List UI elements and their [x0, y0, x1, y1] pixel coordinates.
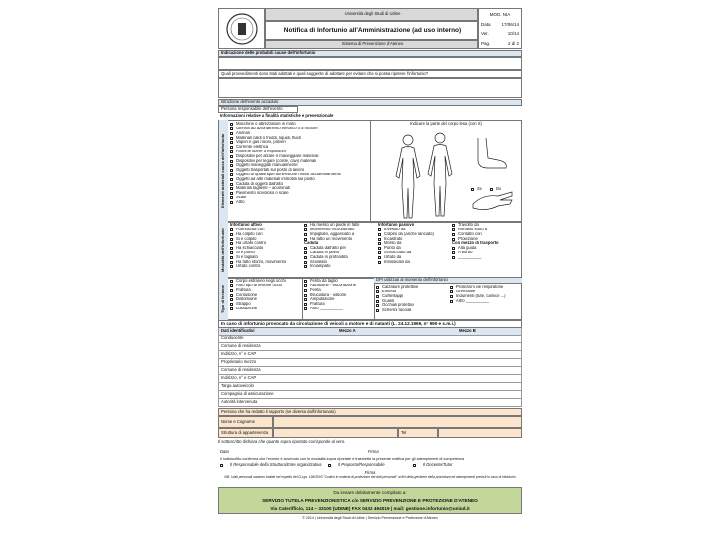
signature-label-2: Firma — [364, 470, 376, 475]
option-label: Scale — [236, 195, 247, 200]
checkbox-icon[interactable] — [452, 247, 455, 250]
option-label: Inciampato — [310, 264, 331, 269]
option-label: __________ — [458, 255, 482, 260]
vehicle-table-row[interactable] — [218, 343, 522, 351]
option-label: Urtato da — [384, 255, 402, 260]
option-label: Pavimento scivoloso o scale — [236, 190, 289, 195]
checkbox-icon[interactable] — [230, 123, 233, 126]
option-label: Indumenti (tute, camice ...) — [456, 294, 506, 299]
reporter-tel-field[interactable] — [438, 428, 522, 438]
checkbox-icon[interactable] — [304, 284, 307, 287]
checkbox-icon[interactable] — [230, 265, 233, 268]
option-label: Oggetti di qualunque dimensione mossi accidentalmente — [236, 172, 341, 177]
checkbox-icon[interactable] — [230, 164, 233, 167]
checkbox-icon[interactable] — [490, 188, 493, 191]
system-name: Sistema di Prevenzione d'Ateneo — [265, 40, 478, 49]
row-label: Comune di residenza — [221, 367, 261, 373]
checkbox-icon[interactable] — [452, 228, 455, 231]
injury-type-label: Tipo di lesione — [218, 278, 228, 320]
option-label: Ha schiacciato — [236, 245, 264, 250]
checkbox-icon[interactable] — [230, 141, 233, 144]
confirmation-text: Il sottoscritto conferma che l'evento è avvenuto con le modalità sopra riportate e trasmette la presente notifica per gli adempimenti di competenza — [220, 457, 465, 461]
option-label: Abrasione - escoriazione — [310, 283, 357, 288]
checkbox-icon[interactable] — [230, 127, 233, 130]
checkbox-icon[interactable] — [230, 178, 233, 181]
option-label: Schermi facciali — [382, 307, 412, 312]
send-intro: Da inviare debitamente compilato a: — [333, 490, 407, 495]
option-label: Strappo — [236, 301, 251, 306]
accident-mode-option-list — [378, 223, 450, 264]
option-label: Materiali taglienti – acuminati — [236, 186, 290, 191]
info-heading: Informazioni relative a finalità statistiche e prevenzionale — [220, 113, 334, 118]
material-elements-label: Elementi materiali causa dell'infortunio — [218, 120, 228, 222]
checkbox-icon[interactable] — [230, 247, 233, 250]
checkbox-icon[interactable] — [304, 224, 307, 227]
option-label: Calzature protettive — [382, 285, 419, 289]
declaration-text: Il sottoscritto dichiara che quanto sopra riportato corrisponde al vero. — [218, 439, 346, 444]
checkbox-icon[interactable] — [378, 233, 381, 236]
option-label: Fuoriuscita con — [236, 227, 265, 232]
foot-icon — [478, 138, 506, 168]
page-value: 2 di 2 — [507, 40, 519, 46]
checkbox-icon[interactable] — [378, 256, 381, 259]
option-label: Si è punto — [236, 250, 255, 255]
accident-mode-option-list — [304, 223, 376, 269]
option-label: Ha messo un piede in fallo — [310, 223, 360, 227]
reporter-heading: Persona che ha redatto il rapporto (se diversa dall'infortunato) — [218, 408, 522, 416]
checkbox-icon[interactable] — [304, 261, 307, 264]
checkbox-icon[interactable] — [378, 238, 381, 241]
checkbox-icon[interactable] — [413, 464, 416, 467]
option-label: Caduta — [304, 241, 319, 246]
reporter-structure-label: Struttura di appartenenza — [218, 428, 273, 438]
checkbox-icon[interactable] — [450, 300, 453, 303]
measures-question: Quali provvedimenti sono stati adottati e quali suggerite di adottare per evitare che si possa ripetere l'infortunio? — [218, 70, 522, 78]
option-label: Ha fatto un movimento — [310, 236, 353, 241]
checkbox-icon[interactable] — [230, 284, 233, 287]
body-front-icon — [396, 135, 420, 218]
checkbox-icon[interactable] — [376, 295, 379, 298]
checkbox-icon[interactable] — [304, 289, 307, 292]
option-label: Rimasto sotto a — [458, 227, 488, 232]
body-diagram-title: Indicare la parte del corpo lesa (con X) — [410, 121, 482, 126]
role-option[interactable] — [413, 463, 452, 468]
version-value: 10/14 — [507, 31, 519, 36]
accident-mode-option[interactable] — [230, 264, 302, 269]
role-option-label: Il Docente/Tutor — [423, 462, 453, 467]
row-label: Conducente — [221, 335, 244, 341]
checkbox-icon[interactable] — [230, 169, 233, 172]
option-label: A bordo — [458, 250, 473, 255]
injury-type-option-list — [304, 279, 372, 311]
checkbox-icon[interactable] — [230, 294, 233, 297]
checkbox-icon[interactable] — [471, 188, 474, 191]
checkbox-icon[interactable] — [230, 132, 233, 135]
date-label: Data — [481, 21, 491, 27]
responsible-person-field[interactable]: Persona responsabile dell'evento — [218, 106, 298, 113]
page-label: Pag. — [481, 40, 491, 46]
checkbox-icon[interactable] — [230, 196, 233, 199]
vehicle-table-row[interactable] — [218, 335, 522, 343]
date-value: 17/06/14 — [501, 21, 519, 27]
vehicles-heading: In caso di infortunio provocato da circolazione di veicoli a motore e di natanti (L. 24.12.1969, n° 990 e s.m.i.) — [218, 320, 522, 328]
checkbox-icon[interactable] — [376, 290, 379, 293]
injury-type-option[interactable] — [304, 307, 372, 312]
accident-mode-label: Modalità dell'infortunio — [218, 222, 228, 278]
option-label: Movimento incoordinato — [310, 227, 355, 232]
event-heading: Istruzione dell'evento accaduto — [218, 99, 522, 106]
vehicle-table-row[interactable] — [218, 375, 522, 383]
option-label: Caduta in profondità — [310, 255, 348, 260]
role-option-label: Il Responsabile della Struttura/Ente organizzativa — [230, 462, 322, 467]
option-label: Infortunio attivo — [230, 223, 262, 227]
role-option[interactable] — [328, 463, 385, 468]
checkbox-icon[interactable] — [230, 155, 233, 158]
option-label: Ha urtato contro — [236, 241, 267, 246]
service-address[interactable]: Via Caterifficio, 114 – 33100 (UDINE) FAX 0432 494019 | mail: gestione.infortunio@uniud.it — [270, 506, 470, 511]
checkbox-icon[interactable] — [230, 187, 233, 190]
checkbox-icon[interactable] — [304, 233, 307, 236]
option-label: Fiamme libere o esplosioni — [236, 149, 286, 154]
option-label: Cuffie/tappi — [382, 294, 404, 299]
option-label: Altro __________ — [310, 306, 344, 311]
side-left-checkbox[interactable] — [471, 187, 482, 192]
option-label: Amputazione — [310, 297, 335, 302]
row-label: Proprietario mezzo — [221, 359, 257, 365]
send-to-box — [218, 487, 522, 514]
causes-field[interactable] — [218, 57, 522, 70]
checkbox-icon[interactable] — [230, 160, 233, 163]
option-label: Investito da — [384, 227, 406, 232]
page-title: Notifica di Infortunio all'Amministrazione (ad uso interno) — [265, 21, 478, 40]
checkbox-icon[interactable] — [378, 261, 381, 264]
option-label: Protezioni vie respiratorie — [456, 285, 504, 289]
checkbox-icon[interactable] — [376, 300, 379, 303]
body-back-icon — [428, 133, 452, 216]
injury-type-option[interactable] — [230, 307, 300, 312]
option-label: Vapori e gas nocivi, polveri — [236, 140, 286, 145]
checkbox-icon[interactable] — [230, 150, 233, 153]
checkbox-icon[interactable] — [304, 251, 307, 254]
option-label: Incastrato — [384, 236, 403, 241]
checkbox-icon[interactable] — [452, 256, 455, 259]
option-label: Animali — [236, 131, 250, 136]
checkbox-icon[interactable] — [452, 251, 455, 254]
row-label: Indirizzo, n° e CAP — [221, 351, 257, 357]
checkbox-icon[interactable] — [230, 303, 233, 306]
option-label: Ferita da taglio — [310, 279, 338, 283]
vehicle-table-row[interactable] — [218, 399, 522, 407]
checkbox-icon[interactable] — [230, 137, 233, 140]
checkbox-icon[interactable] — [230, 173, 233, 176]
option-label: Morso da — [384, 241, 402, 246]
option-label: Altro — [236, 200, 245, 204]
checkbox-icon[interactable] — [230, 183, 233, 186]
checkbox-icon[interactable] — [304, 256, 307, 259]
hand-icon — [473, 192, 512, 210]
measures-field[interactable] — [218, 78, 522, 98]
checkbox-icon[interactable] — [230, 228, 233, 231]
row-label: Targa autoveicolo — [221, 383, 254, 389]
checkbox-icon[interactable] — [450, 295, 453, 298]
option-label: Scivolato — [310, 259, 327, 264]
option-label: Distorsione — [236, 297, 257, 302]
checkbox-icon[interactable] — [304, 247, 307, 250]
column-header: Mezzo A — [339, 328, 356, 334]
option-label: Utensili ad azionamento elettrico o a motore — [236, 126, 318, 131]
checkbox-icon[interactable] — [304, 294, 307, 297]
checkbox-icon[interactable] — [230, 242, 233, 245]
logo-cell — [218, 8, 265, 49]
option-label: Bruciatura - ustione — [310, 292, 347, 297]
option-label: Caduta in piano — [310, 250, 340, 255]
checkbox-icon[interactable] — [304, 238, 307, 241]
mod-code: MOD. NIA — [489, 12, 511, 17]
option-label: Proiezione — [458, 236, 478, 241]
material-element-option[interactable] — [230, 200, 368, 205]
option-label: Ha colpito con — [236, 232, 263, 237]
signature-label: Firma — [368, 449, 379, 454]
accident-mode-option-list — [452, 223, 520, 260]
option-label: Corrente elettrica — [236, 144, 269, 149]
option-label: Oggetti trasportati sul posto di lavoro — [236, 167, 305, 172]
checkbox-icon[interactable] — [376, 309, 379, 312]
ppe-option[interactable] — [376, 308, 448, 313]
option-label: Schiacciato da — [384, 250, 412, 255]
side-right-label: Dx — [496, 186, 502, 191]
accident-mode-option-list — [230, 223, 302, 269]
checkbox-icon[interactable] — [230, 256, 233, 259]
checkbox-icon[interactable] — [230, 238, 233, 241]
option-label: Si è colpito — [236, 236, 257, 241]
option-label: Grembiule — [456, 289, 476, 294]
material-element-option-list — [230, 122, 368, 205]
checkbox-icon[interactable] — [230, 307, 233, 310]
option-label: Dispositivi per legare (corde, cavi) materiali — [236, 158, 317, 163]
checkbox-icon[interactable] — [378, 251, 381, 254]
checkbox-icon[interactable] — [452, 233, 455, 236]
reporter-name-field[interactable] — [273, 416, 522, 428]
ppe-option[interactable] — [450, 299, 520, 304]
accident-mode-option[interactable] — [452, 255, 520, 260]
checkbox-icon[interactable] — [378, 247, 381, 250]
option-label: Con mezzo di trasporto — [452, 241, 499, 246]
option-label: Caduta dall'alto per — [310, 245, 346, 250]
row-label: Comune di residenza — [221, 343, 261, 349]
checkbox-icon[interactable] — [304, 280, 307, 283]
option-label: Corpo estraneo negli occhi — [236, 279, 286, 283]
option-label: Altro tipo di lesione occhi — [236, 283, 283, 288]
checkbox-icon[interactable] — [378, 242, 381, 245]
option-label: Oggetti ad altri materiali immobili sul posto — [236, 177, 315, 182]
vehicle-table-row[interactable] — [218, 367, 522, 375]
checkbox-icon[interactable] — [376, 304, 379, 307]
checkbox-icon[interactable] — [230, 289, 233, 292]
side-left-label: Sx — [477, 186, 482, 191]
option-label: Macchine o attrezzature in moto — [236, 122, 296, 126]
option-label: Intossicato da — [384, 259, 410, 264]
checkbox-icon[interactable] — [230, 233, 233, 236]
accident-mode-option[interactable] — [378, 260, 450, 265]
column-header: Mezzo B — [459, 328, 476, 334]
checkbox-icon[interactable] — [230, 146, 233, 149]
row-label: Indirizzo, n° e CAP — [221, 375, 257, 381]
option-label: Ferita — [310, 288, 321, 293]
option-label: Frattura — [236, 288, 251, 293]
option-label: Guanti — [382, 298, 395, 303]
column-header: Dati identificativi — [221, 328, 255, 334]
checkbox-icon[interactable] — [230, 192, 233, 195]
option-label: Caduta di oggetti dall'alto — [236, 181, 283, 186]
causes-heading: Indicazione delle probabili cause dell'infortunio — [218, 50, 522, 57]
option-label: Dispositivi per alzare o maneggiare materiali — [236, 154, 319, 159]
version-label: Ver. — [481, 31, 489, 36]
date-field-label: Data — [220, 449, 229, 454]
privacy-note: NB: I dati personali saranno trattati nel rispetto del D.Lgs. 196/2003 "Codice in materia di protezione dei dati personali" ai fini della gestione della procedura ed adempimenti previsti in caso di infortunio — [224, 475, 516, 479]
reporter-name-label: Nome e Cognome — [218, 416, 273, 428]
checkbox-icon[interactable] — [450, 286, 453, 289]
option-label: Occhiali protettivi — [382, 303, 414, 308]
option-label: Materiali caldi o freddi, liquidi, fluidi — [236, 135, 301, 140]
checkbox-icon[interactable] — [230, 201, 233, 204]
side-right-checkbox[interactable] — [490, 187, 501, 192]
option-label: Ha fatto sforzo, movimento — [236, 259, 287, 264]
option-label: Oggetti maneggiati manualmente — [236, 163, 298, 168]
ppe-heading: DPI utilizzati al momento dell'infortunio — [374, 278, 522, 284]
option-label: Colpito da (anche lanciato) — [384, 232, 434, 237]
checkbox-icon[interactable] — [304, 298, 307, 301]
option-label: Urtato contro — [236, 264, 261, 269]
option-label: Punto da — [384, 245, 401, 250]
body-diagram[interactable] — [378, 128, 518, 220]
checkbox-icon[interactable] — [452, 224, 455, 227]
checkbox-icon[interactable] — [450, 290, 453, 293]
ppe-option-list — [376, 285, 448, 313]
injury-type-option-list — [230, 279, 300, 311]
row-label: Autorità intervenuta — [221, 399, 258, 405]
checkbox-icon[interactable] — [304, 307, 307, 310]
option-label: Altro __________ — [456, 298, 490, 303]
reporter-tel-label: Tel — [398, 428, 438, 438]
option-label: Si è tagliato — [236, 255, 258, 260]
checkbox-icon[interactable] — [220, 464, 223, 467]
option-label: Contusione — [236, 292, 258, 297]
option-label: Frattura — [310, 301, 325, 306]
option-label: Elmetto — [382, 289, 397, 294]
ppe-option-list — [450, 285, 520, 303]
doc-meta — [478, 8, 522, 49]
checkbox-icon[interactable] — [230, 298, 233, 301]
reporter-structure-field[interactable] — [273, 428, 398, 438]
vehicle-table-row[interactable] — [218, 351, 522, 359]
checkbox-icon[interactable] — [452, 238, 455, 241]
vehicle-table-row[interactable] — [218, 383, 522, 391]
checkbox-icon[interactable] — [304, 228, 307, 231]
checkbox-icon[interactable] — [304, 303, 307, 306]
option-label: Contatto con — [458, 232, 482, 237]
university-name: Università degli Studi di Udine — [265, 8, 478, 21]
vehicle-table-row[interactable] — [218, 391, 522, 399]
checkbox-icon[interactable] — [230, 251, 233, 254]
service-name: SERVIZIO TUTELA PREVENZIONISTICA c/o SERVIZIO PREVENZIONE E PROTEZIONE D'ATENEO — [262, 498, 478, 503]
role-option[interactable] — [220, 463, 321, 468]
role-option-label: Il Preposto/Responsabile — [338, 462, 385, 467]
checkbox-icon[interactable] — [230, 261, 233, 264]
document-page — [218, 8, 522, 530]
option-label: Infortunio passivo — [378, 223, 415, 227]
accident-mode-option[interactable] — [304, 264, 376, 269]
checkbox-icon[interactable] — [378, 228, 381, 231]
vehicle-table-row[interactable] — [218, 359, 522, 367]
university-seal-logo — [219, 9, 265, 49]
checkbox-icon[interactable] — [304, 265, 307, 268]
checkbox-icon[interactable] — [230, 280, 233, 283]
option-label: Impigliato, agganciato a — [310, 232, 355, 237]
option-label: Lussazione — [236, 306, 258, 311]
footer-copyright: © 2014 | Università degli Studi di Udine | Servizio Prevenzione e Protezione d'Ateneo — [302, 516, 438, 520]
option-label: Travolto da — [458, 223, 479, 227]
option-label: Alla guida — [458, 245, 477, 250]
checkbox-icon[interactable] — [376, 286, 379, 289]
row-label: Compagnia di assicurazione — [221, 391, 274, 397]
checkbox-icon[interactable] — [328, 464, 331, 467]
